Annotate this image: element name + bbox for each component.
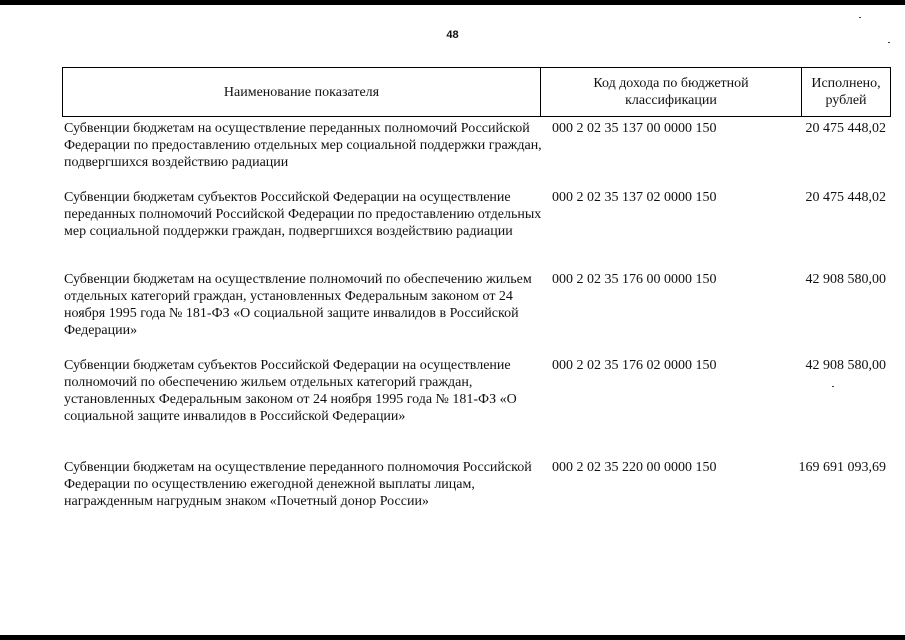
scan-top-border xyxy=(0,0,905,5)
scan-speck xyxy=(888,42,890,43)
row-name: Субвенции бюджетам субъектов Российской Федерации на осуществление полномочий по обеспечению жильем отдельных категорий граждан, установленных Федеральным законом от 24 ноября 1995 года № 181-ФЗ «О социальной защите инвалидов в Российской Федерации» xyxy=(64,358,517,424)
row-amount: 42 908 580,00 xyxy=(805,272,886,287)
row-code: 000 2 02 35 137 02 0000 150 xyxy=(552,190,717,205)
row-code: 000 2 02 35 176 00 0000 150 xyxy=(552,272,717,287)
table-row xyxy=(62,271,891,357)
row-code: 000 2 02 35 176 02 0000 150 xyxy=(552,358,717,373)
header-amount: Исполнено, рублей xyxy=(811,76,881,108)
row-code: 000 2 02 35 137 00 0000 150 xyxy=(552,121,717,136)
row-amount: 20 475 448,02 xyxy=(805,121,886,136)
page-number: 48 xyxy=(446,29,459,41)
header-code: Код дохода по бюджетной классификации xyxy=(541,68,802,116)
scan-bottom-border xyxy=(0,635,905,640)
scan-speck xyxy=(859,17,861,18)
table-body xyxy=(62,120,891,544)
row-amount: 20 475 448,02 xyxy=(805,190,886,205)
row-name: Субвенции бюджетам на осуществление полномочий по обеспечению жильем отдельных категорий граждан, установленных Федеральным законом от 24 ноября 1995 года № 181-ФЗ «О социальной защите инвалидов в Российской Федерации» xyxy=(64,272,532,338)
row-amount: 42 908 580,00 xyxy=(805,358,886,373)
table-row xyxy=(62,357,891,459)
table-row xyxy=(62,189,891,271)
table-row xyxy=(62,120,891,189)
row-name: Субвенции бюджетам на осуществление переданного полномочия Российской Федерации по осуществлению ежегодной денежной выплаты лицам, награжденным нагрудным знаком «Почетный донор России» xyxy=(64,460,532,509)
table-header xyxy=(62,67,891,117)
row-name: Субвенции бюджетам на осуществление переданных полномочий Российской Федерации по предоставлению отдельных мер социальной поддержки граждан, подвергшихся воздействию радиации xyxy=(64,121,542,170)
row-code: 000 2 02 35 220 00 0000 150 xyxy=(552,460,717,475)
row-name: Субвенции бюджетам субъектов Российской Федерации на осуществление переданных полномочий Российской Федерации по предоставлению отдельных мер социальной поддержки граждан, подвергшихся воздействию радиации xyxy=(64,190,542,239)
table-row xyxy=(62,459,891,544)
row-amount: 169 691 093,69 xyxy=(798,460,886,475)
header-name: Наименование показателя xyxy=(63,68,541,116)
